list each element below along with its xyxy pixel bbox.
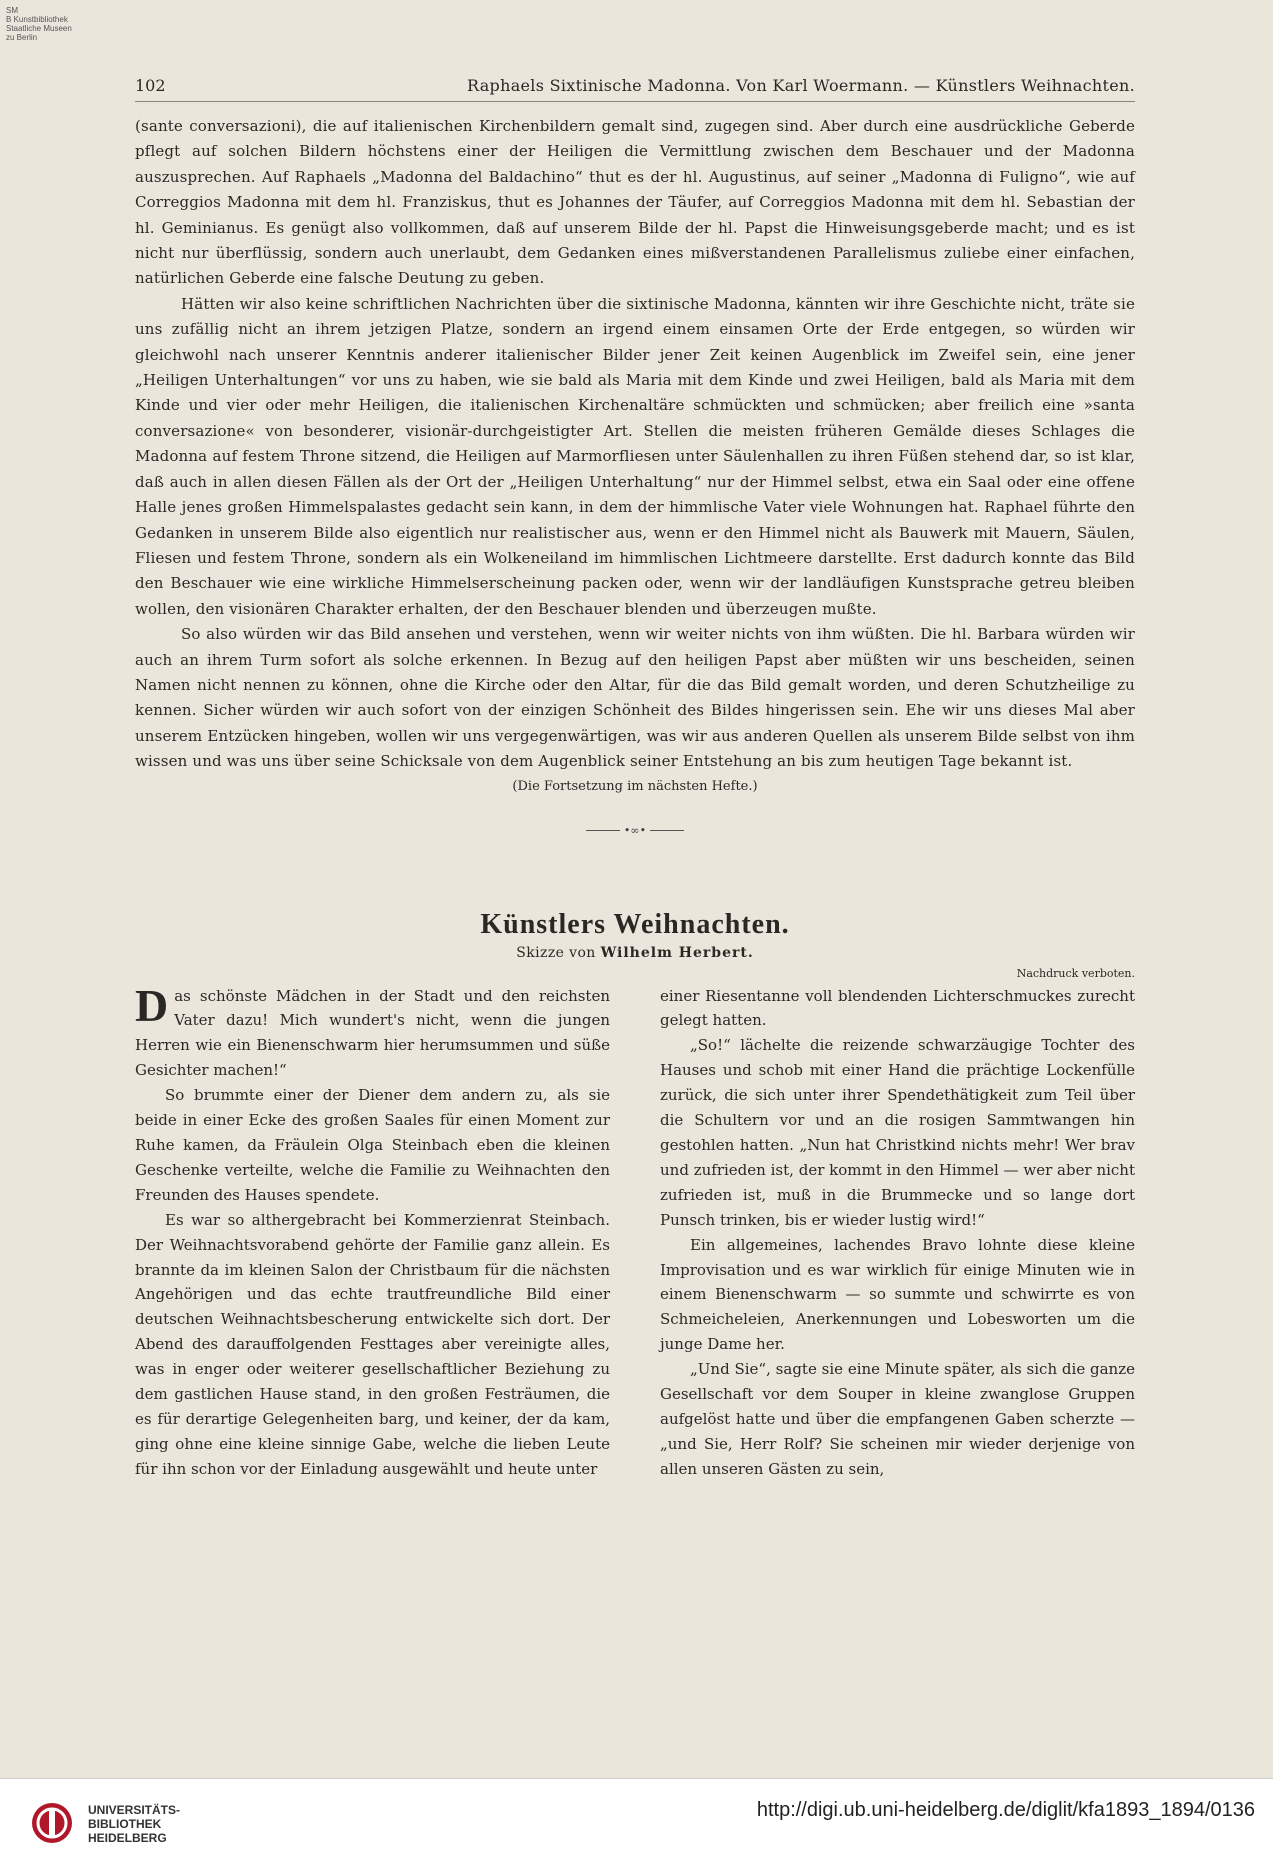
- byline-prefix: Skizze von: [516, 944, 596, 961]
- stamp-line: SM: [6, 6, 18, 15]
- continuation-note: (Die Fortsetzung im nächsten Hefte.): [512, 778, 758, 794]
- story-byline: [135, 945, 1135, 961]
- article-paragraph: Hätten wir also keine schriftlichen Nachrichten über die sixtinische Madonna, kännten wir ihre Geschichte nicht, träte sie uns zufällig nicht an ihrem jetzigen Platze, sondern an irgend einem einsamen Orte der Erde entgegen, so würden wir gleichwohl nach unserer Kenntnis anderer italienischer Bilder jener Zeit keinen Augenblick im Zweifel sein, eine jener „Heiligen Unterhaltungen“ vor uns zu haben, wie sie bald als Maria mit dem Kinde und zwei Heiligen, bald als Maria mit dem Kinde und vier oder mehr Heiligen, die italienischen Kirchenaltäre schmückten und schmücken; aber freilich eine »santa conversazione« von besonderer, visionär-durchgeistigter Art. Stellen die meisten früheren Gemälde dieses Schlages die Madonna auf festem Throne sitzend, die Heiligen auf Marmorfliesen unter Säulenhallen zu ihren Füßen stehend dar, so ist klar, daß auch in allen diesen Fällen als der Ort der „Heiligen Unterhaltung“ nur der Himmel selbst, etwa ein Saal oder eine offene Halle jenes großen Himmelspalastes gedacht sein kann, in dem der himmlische Vater viele Wohnungen hat. Raphael führte den Gedanken in unserem Bilde also eigentlich nur realistischer aus, wenn er den Himmel nicht als Bauwerk mit Mauern, Säulen, Fliesen und festem Throne, sondern als ein Wolkeneiland im himmlischen Lichtmeere darstellte. Erst dadurch konnte das Bild den Beschauer wie eine wirkliche Himmelserscheinung packen oder, wenn wir der landläufigen Kunstsprache getreu bleiben wollen, den visionären Charakter erhalten, der den Beschauer blenden und überzeugen mußte.: [135, 294, 1135, 618]
- article-paragraph: So also würden wir das Bild ansehen und verstehen, wenn wir weiter nichts von ihm wüßten. Die hl. Barbara würden wir auch an ihrem Turm sofort als solche erkennen. In Bezug auf den heiligen Papst aber müßten wir uns bescheiden, seinen Namen nicht nennen zu können, ohne die Kirche oder den Altar, für die das Bild gemalt worden, und deren Schutzheilige zu kennen. Sicher würden wir auch sofort von der einzigen Schönheit des Bildes hingerissen sein. Ehe wir uns dieses Mal aber unserem Entzücken hingeben, wollen wir uns vergegenwärtigen, was wir aus anderen Quellen als unserem Bilde selbst von ihm wissen und was uns über seine Schicksale von dem Augenblick seiner Entstehung an bis zum heutigen Tage bekannt ist.: [135, 625, 1135, 771]
- story-paragraph: Es war so althergebracht bei Kommerzienrat Steinbach. Der Weihnachtsvorabend gehörte der Familie ganz allein. Es brannte da im kleinen Salon der Christbaum für die nächsten Angehörigen und das echte trautfreundliche Bild einer deutschen Weihnachtsbescherung entwickelte sich dort. Der Abend des darauffolgenden Festtages aber vereinigte alles, was in enger oder weiterer gesellschaftlicher Beziehung zu dem gastlichen Hause stand, in den großen Festräumen, die es für derartige Gelegenheiten barg, und keiner, der da kam, ging ohne eine kleine sinnige Gabe, welche die lieben Leute für ihn schon vor der Einladung ausgewählt und heute unter: [135, 1210, 610, 1478]
- library-name-line: HEIDELBERG: [88, 1831, 167, 1845]
- story-opening: as schönste Mädchen in der Stadt und den reichsten Vater dazu! Mich wundert's nicht, wenn die jungen Herren wie ein Bienenschwarm hier herumsummen und süße Gesichter machen!“: [135, 986, 610, 1080]
- author-name: Wilhelm Herbert.: [600, 944, 754, 961]
- viewer-footer: [0, 1778, 1273, 1867]
- story-title: Künstlers Weihnachten.: [480, 908, 790, 940]
- divider-line: [586, 830, 620, 831]
- permalink-url[interactable]: http://digi.ub.uni-heidelberg.de/diglit/kfa1893_1894/0136: [756, 1799, 1255, 1821]
- running-title: Raphaels Sixtinische Madonna. Von Karl Woermann. — Künstlers Weihnachten.: [467, 76, 1135, 95]
- library-name: [88, 1803, 180, 1845]
- stamp-line: B Kunstbibliothek: [6, 15, 68, 24]
- story-columns: [135, 979, 1135, 1482]
- journal-page: [135, 76, 1135, 1482]
- right-column: [660, 984, 1135, 1482]
- story-paragraph: Ein allgemeines, lachendes Bravo lohnte diese kleine Improvisation und es war wirklich für einige Minuten wie in einem Bienenschwarm — so summte und schwirrte es von Schmeicheleien, Anerkennungen und Lobesworten um die junge Dame her.: [660, 1235, 1135, 1354]
- story-paragraph: [135, 979, 610, 1084]
- library-name-line: BIBLIOTHEK: [88, 1817, 162, 1831]
- left-column: [135, 979, 610, 1482]
- ornament-icon: •∞•: [623, 823, 647, 837]
- story-paragraph: So brummte einer der Diener dem andern zu, als sie beide in einer Ecke des großen Saales für einen Moment zur Ruhe kamen, da Fräulein Olga Steinbach eben die kleinen Geschenke verteilte, welche die Familie zu Weihnachten den Freunden des Hauses spendete.: [135, 1086, 610, 1204]
- story-paragraph: „Und Sie“, sagte sie eine Minute später, als sich die ganze Gesellschaft vor dem Souper in kleine zwanglose Gruppen aufgelöst hatte und über die empfangenen Gaben scherzte — „und Sie, Herr Rolf? Sie scheinen mir wieder derjenige von allen unseren Gästen zu sein,: [660, 1360, 1135, 1478]
- story-paragraph: einer Riesentanne voll blendenden Lichterschmuckes zurecht gelegt hatten.: [660, 986, 1135, 1030]
- reprint-note: Nachdruck verboten.: [1016, 966, 1135, 980]
- article-paragraph: (sante conversazioni), die auf italienischen Kirchenbildern gemalt sind, zugegen sind. Aber durch eine ausdrückliche Geberde pflegt auf solchen Bildern höchstens einer der Heiligen die Vermittlung zwischen dem Beschauer und der Madonna auszusprechen. Auf Raphaels „Madonna del Baldachino“ thut es der hl. Augustinus, auf seiner „Madonna di Fuligno“, wie auf Correggios Madonna mit dem hl. Franziskus, thut es Johannes der Täufer, auf Correggios Madonna mit dem hl. Sebastian der hl. Geminianus. Es genügt also vollkommen, daß auf unserem Bilde der hl. Papst die Hinweisungsgeberde macht; und es ist nicht nur überflüssig, sondern auch unerlaubt, dem Gedanken eines mißverstandenen Parallelismus zuliebe einer einfachen, natürlichen Geberde eine falsche Deutung zu geben.: [135, 117, 1135, 288]
- stamp-line: Staatliche Museen: [6, 24, 72, 33]
- article-body: [135, 114, 1135, 775]
- library-name-line: UNIVERSITÄTS-: [88, 1803, 181, 1817]
- section-divider: [135, 824, 1135, 837]
- page-number: 102: [135, 76, 166, 95]
- stamp-line: zu Berlin: [6, 33, 38, 42]
- drop-cap: D: [135, 979, 169, 1031]
- library-stamp: [6, 6, 72, 42]
- running-header: [135, 76, 1135, 102]
- divider-line: [650, 830, 684, 831]
- story-paragraph: „So!“ lächelte die reizende schwarzäugige Tochter des Hauses und schob mit einer Hand die prächtige Lockenfülle zurück, die sich unter ihrer Spendethätigkeit zum Teil über die Schultern vor und an die rosigen Sammtwangen hin gestohlen hatten. „Nun hat Christkind nichts mehr! Wer brav und zufrieden ist, der kommt in den Himmel — wer aber nicht zufrieden ist, muß in die Brummecke und so lange dort Punsch trinken, bis er wieder lustig wird!“: [660, 1036, 1135, 1229]
- university-seal-icon: [30, 1801, 74, 1845]
